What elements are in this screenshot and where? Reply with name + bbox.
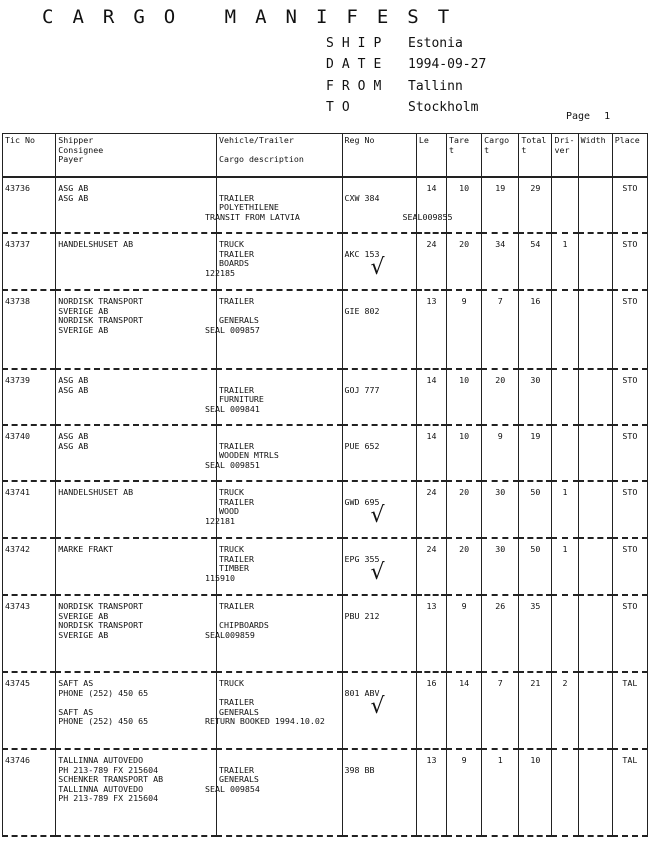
cell-vehicle bbox=[204, 233, 342, 290]
cell-cargo: 19 bbox=[482, 177, 519, 233]
reg-number: 801 ABV bbox=[344, 687, 380, 698]
cell-cargo: 20 bbox=[482, 369, 519, 425]
reg-number: 398 BB bbox=[344, 764, 375, 775]
col-driver: Dri- ver bbox=[552, 134, 578, 178]
cell-tic: 43738 bbox=[3, 290, 56, 369]
vehicle-line: TRAILER bbox=[218, 553, 254, 564]
page-number: 1 bbox=[604, 111, 611, 122]
cell-vehicle bbox=[204, 290, 342, 369]
cell-place: TAL bbox=[612, 672, 647, 749]
cell-tare: 9 bbox=[447, 595, 482, 672]
party-line: ASG AB bbox=[58, 375, 89, 385]
table-row bbox=[3, 233, 648, 290]
cell-parties bbox=[56, 369, 217, 425]
ship-label: SHIP bbox=[326, 36, 390, 51]
cell-tic: 43740 bbox=[3, 425, 56, 481]
table-row bbox=[3, 290, 648, 369]
cell-reg bbox=[342, 233, 416, 290]
cell-width bbox=[578, 595, 612, 672]
party-line: PHONE (252) 450 65 bbox=[58, 687, 149, 698]
party-line: SCHENKER TRANSPORT AB bbox=[58, 774, 164, 785]
cell-le: 14 bbox=[416, 369, 446, 425]
party-line: SVERIGE AB bbox=[58, 305, 109, 316]
cell-parties bbox=[56, 481, 217, 538]
vehicle-line: TRUCK bbox=[218, 678, 244, 688]
cell-cargo: 34 bbox=[482, 233, 519, 290]
col-shipper: Shipper Consignee Payer bbox=[56, 134, 217, 178]
cell-cargo: 7 bbox=[482, 290, 519, 369]
cell-le: 13 bbox=[416, 749, 446, 836]
party-line: PH 213-789 FX 215604 bbox=[58, 793, 159, 804]
cell-place: STO bbox=[612, 290, 647, 369]
party-line: NORDISK TRANSPORT bbox=[58, 296, 144, 306]
vehicle-line: TRAILER bbox=[218, 192, 254, 203]
cell-tare: 10 bbox=[447, 177, 482, 233]
cell-vehicle bbox=[204, 749, 342, 836]
cell-tic: 43737 bbox=[3, 233, 56, 290]
cell-driver bbox=[552, 177, 578, 233]
note-line: SEAL009859 bbox=[204, 629, 255, 640]
party-line: PHONE (252) 450 65 bbox=[58, 716, 149, 727]
cell-tic: 43736 bbox=[3, 177, 56, 233]
cell-place: STO bbox=[612, 595, 647, 672]
cell-total: 21 bbox=[519, 672, 552, 749]
note-line: SEAL 009857 bbox=[204, 324, 260, 335]
ship-line bbox=[326, 36, 463, 51]
cell-tare: 14 bbox=[447, 672, 482, 749]
date-value: 1994-09-27 bbox=[408, 57, 487, 72]
cell-tare: 20 bbox=[447, 538, 482, 595]
cell-le: 16 bbox=[416, 672, 446, 749]
cell-tic: 43745 bbox=[3, 672, 56, 749]
cell-width bbox=[578, 749, 612, 836]
from-line bbox=[326, 79, 463, 94]
cell-reg bbox=[342, 595, 416, 672]
party-line: NORDISK TRANSPORT bbox=[58, 601, 144, 611]
handwritten-check-icon: √ bbox=[370, 503, 385, 529]
cell-cargo: 1 bbox=[482, 749, 519, 836]
cell-total: 50 bbox=[519, 538, 552, 595]
cell-total: 29 bbox=[519, 177, 552, 233]
cell-le: 13 bbox=[416, 290, 446, 369]
party-line: NORDISK TRANSPORT bbox=[58, 620, 144, 631]
col-total: Total t bbox=[519, 134, 552, 178]
page-indicator bbox=[566, 111, 610, 122]
reg-number: AKC 153 bbox=[344, 248, 380, 259]
manifest-table bbox=[2, 133, 648, 837]
vehicle-line: WOODEN MTRLS bbox=[218, 450, 279, 461]
cell-driver bbox=[552, 749, 578, 836]
cell-le: 24 bbox=[416, 233, 446, 290]
cell-width bbox=[578, 538, 612, 595]
cell-parties bbox=[56, 425, 217, 481]
vehicle-line: GENERALS bbox=[218, 774, 259, 785]
cell-tare: 10 bbox=[447, 369, 482, 425]
note-line: TRANSIT FROM LATVIA bbox=[204, 211, 300, 222]
handwritten-check-icon: √ bbox=[370, 694, 385, 720]
vehicle-line: TRUCK bbox=[218, 487, 244, 497]
vehicle-line: TRAILER bbox=[218, 296, 254, 306]
note-line: SEAL 009841 bbox=[204, 403, 260, 414]
party-line: SVERIGE AB bbox=[58, 610, 109, 621]
reg-number: CXW 384 bbox=[344, 192, 380, 203]
reg-number: PBU 212 bbox=[344, 610, 380, 621]
note-line: SEAL 009854 bbox=[204, 783, 260, 794]
cell-place: STO bbox=[612, 177, 647, 233]
party-line: SAFT AS bbox=[58, 706, 94, 717]
cell-driver bbox=[552, 290, 578, 369]
vehicle-line: POLYETHILENE bbox=[218, 202, 279, 213]
cell-reg bbox=[342, 481, 416, 538]
to-line bbox=[326, 100, 478, 115]
cell-place: STO bbox=[612, 425, 647, 481]
party-line: HANDELSHUSET AB bbox=[58, 487, 134, 497]
cell-parties bbox=[56, 538, 217, 595]
cell-tic: 43743 bbox=[3, 595, 56, 672]
table-row bbox=[3, 481, 648, 538]
cell-vehicle bbox=[204, 481, 342, 538]
cell-total: 30 bbox=[519, 369, 552, 425]
cell-driver: 2 bbox=[552, 672, 578, 749]
cell-reg bbox=[342, 749, 416, 836]
vehicle-line: TRAILER bbox=[218, 248, 254, 259]
cell-vehicle bbox=[204, 595, 342, 672]
reg-number: PUE 652 bbox=[344, 440, 380, 451]
cell-total: 54 bbox=[519, 233, 552, 290]
handwritten-check-icon: √ bbox=[370, 255, 385, 281]
cell-driver: 1 bbox=[552, 538, 578, 595]
party-line: ASG AB bbox=[58, 440, 89, 451]
party-line: SVERIGE AB bbox=[58, 324, 109, 335]
handwritten-check-icon: √ bbox=[370, 560, 385, 586]
cell-driver: 1 bbox=[552, 233, 578, 290]
vehicle-line: TRAILER bbox=[218, 697, 254, 708]
cell-total: 10 bbox=[519, 749, 552, 836]
party-line: HANDELSHUSET AB bbox=[58, 239, 134, 249]
cell-reg bbox=[342, 369, 416, 425]
reg-number: GWD 695 bbox=[344, 496, 380, 507]
vehicle-line: GENERALS bbox=[218, 706, 259, 717]
cell-tic: 43741 bbox=[3, 481, 56, 538]
cell-cargo: 26 bbox=[482, 595, 519, 672]
from-label: FROM bbox=[326, 79, 390, 94]
cell-reg bbox=[342, 290, 416, 369]
cell-width bbox=[578, 290, 612, 369]
cell-width bbox=[578, 233, 612, 290]
col-tare: Tare t bbox=[447, 134, 482, 178]
cell-reg bbox=[342, 538, 416, 595]
cell-cargo: 9 bbox=[482, 425, 519, 481]
cell-le: 14 bbox=[416, 177, 446, 233]
note-line: 115910 bbox=[204, 572, 235, 583]
cell-place: STO bbox=[612, 481, 647, 538]
cell-le: 24 bbox=[416, 481, 446, 538]
cell-cargo: 7 bbox=[482, 672, 519, 749]
cell-le: 24 bbox=[416, 538, 446, 595]
seal-number: SEAL009855 bbox=[402, 212, 453, 223]
cell-tic: 43746 bbox=[3, 749, 56, 836]
party-line: ASG AB bbox=[58, 192, 89, 203]
reg-number: GIE 802 bbox=[344, 305, 380, 316]
cell-vehicle bbox=[204, 672, 342, 749]
party-line: NORDISK TRANSPORT bbox=[58, 315, 144, 326]
vehicle-line: TRAILER bbox=[218, 496, 254, 507]
cell-place: STO bbox=[612, 369, 647, 425]
cell-place: STO bbox=[612, 233, 647, 290]
cell-parties bbox=[56, 233, 217, 290]
cell-tic: 43739 bbox=[3, 369, 56, 425]
vehicle-line: WOOD bbox=[218, 506, 239, 517]
to-label: TO bbox=[326, 100, 358, 115]
table-row bbox=[3, 369, 648, 425]
cell-cargo: 30 bbox=[482, 481, 519, 538]
col-reg: Reg No bbox=[342, 134, 416, 178]
ship-value: Estonia bbox=[408, 36, 463, 51]
party-line: TALLINNA AUTOVEDO bbox=[58, 783, 144, 794]
cell-total: 16 bbox=[519, 290, 552, 369]
table-row bbox=[3, 538, 648, 595]
cell-tare: 9 bbox=[447, 749, 482, 836]
col-place: Place bbox=[612, 134, 647, 178]
cell-vehicle bbox=[204, 369, 342, 425]
vehicle-line: TRUCK bbox=[218, 239, 244, 249]
vehicle-line: TRUCK bbox=[218, 544, 244, 554]
party-line: ASG AB bbox=[58, 384, 89, 395]
vehicle-line: CHIPBOARDS bbox=[218, 620, 269, 631]
note-line: SEAL 009851 bbox=[204, 459, 260, 470]
from-value: Tallinn bbox=[408, 79, 463, 94]
col-vehicle: Vehicle/Trailer Cargo description bbox=[216, 134, 342, 178]
vehicle-line: TRAILER bbox=[218, 601, 254, 611]
cell-width bbox=[578, 177, 612, 233]
header-row bbox=[3, 134, 648, 178]
cell-le: 13 bbox=[416, 595, 446, 672]
manifest-title: CARGO MANIFEST bbox=[42, 6, 469, 28]
party-line: PH 213-789 FX 215604 bbox=[58, 764, 159, 775]
table-row bbox=[3, 425, 648, 481]
cell-tic: 43742 bbox=[3, 538, 56, 595]
table-row bbox=[3, 595, 648, 672]
cell-tare: 9 bbox=[447, 290, 482, 369]
vehicle-line: TRAILER bbox=[218, 764, 254, 775]
party-line: TALLINNA AUTOVEDO bbox=[58, 755, 144, 765]
cell-driver bbox=[552, 595, 578, 672]
cell-total: 35 bbox=[519, 595, 552, 672]
reg-number: GOJ 777 bbox=[344, 384, 380, 395]
cell-driver bbox=[552, 369, 578, 425]
date-label: DATE bbox=[326, 57, 390, 72]
vehicle-line: GENERALS bbox=[218, 315, 259, 326]
to-value: Stockholm bbox=[408, 100, 479, 115]
cell-width bbox=[578, 672, 612, 749]
cell-driver: 1 bbox=[552, 481, 578, 538]
cell-parties bbox=[56, 749, 217, 836]
cell-vehicle bbox=[204, 538, 342, 595]
col-cargo: Cargo t bbox=[482, 134, 519, 178]
cell-tare: 10 bbox=[447, 425, 482, 481]
party-line: SAFT AS bbox=[58, 678, 94, 688]
cell-place: TAL bbox=[612, 749, 647, 836]
table-row bbox=[3, 672, 648, 749]
date-line bbox=[326, 57, 486, 72]
cell-driver bbox=[552, 425, 578, 481]
note-line: 122181 bbox=[204, 515, 235, 526]
table-row bbox=[3, 177, 648, 233]
cell-width bbox=[578, 425, 612, 481]
cell-reg bbox=[342, 672, 416, 749]
vehicle-line: TIMBER bbox=[218, 563, 249, 574]
cell-cargo: 30 bbox=[482, 538, 519, 595]
party-line: MARKE FRAKT bbox=[58, 544, 114, 554]
table-row bbox=[3, 749, 648, 836]
cell-total: 19 bbox=[519, 425, 552, 481]
cell-parties bbox=[56, 177, 217, 233]
cell-place: STO bbox=[612, 538, 647, 595]
col-le: Le bbox=[416, 134, 446, 178]
party-line: ASG AB bbox=[58, 431, 89, 441]
cell-parties bbox=[56, 290, 217, 369]
vehicle-line: FURNITURE bbox=[218, 394, 264, 405]
party-line: SVERIGE AB bbox=[58, 629, 109, 640]
col-tic: Tic No bbox=[3, 134, 56, 178]
cell-parties bbox=[56, 672, 217, 749]
cell-vehicle bbox=[204, 425, 342, 481]
reg-number: EPG 355 bbox=[344, 553, 380, 564]
note-line: RETURN BOOKED 1994.10.02 bbox=[204, 716, 325, 727]
party-line: ASG AB bbox=[58, 183, 89, 193]
vehicle-line: TRAILER bbox=[218, 440, 254, 451]
cell-vehicle bbox=[204, 177, 342, 233]
cell-reg bbox=[342, 425, 416, 481]
note-line: 122185 bbox=[204, 267, 235, 278]
col-width: Width bbox=[578, 134, 612, 178]
vehicle-line: TRAILER bbox=[218, 384, 254, 395]
cell-total: 50 bbox=[519, 481, 552, 538]
page-label: Page bbox=[566, 111, 591, 122]
cell-le: 14 bbox=[416, 425, 446, 481]
cell-tare: 20 bbox=[447, 481, 482, 538]
cell-width bbox=[578, 369, 612, 425]
cell-width bbox=[578, 481, 612, 538]
cell-tare: 20 bbox=[447, 233, 482, 290]
vehicle-line: BOARDS bbox=[218, 258, 249, 269]
cell-parties bbox=[56, 595, 217, 672]
